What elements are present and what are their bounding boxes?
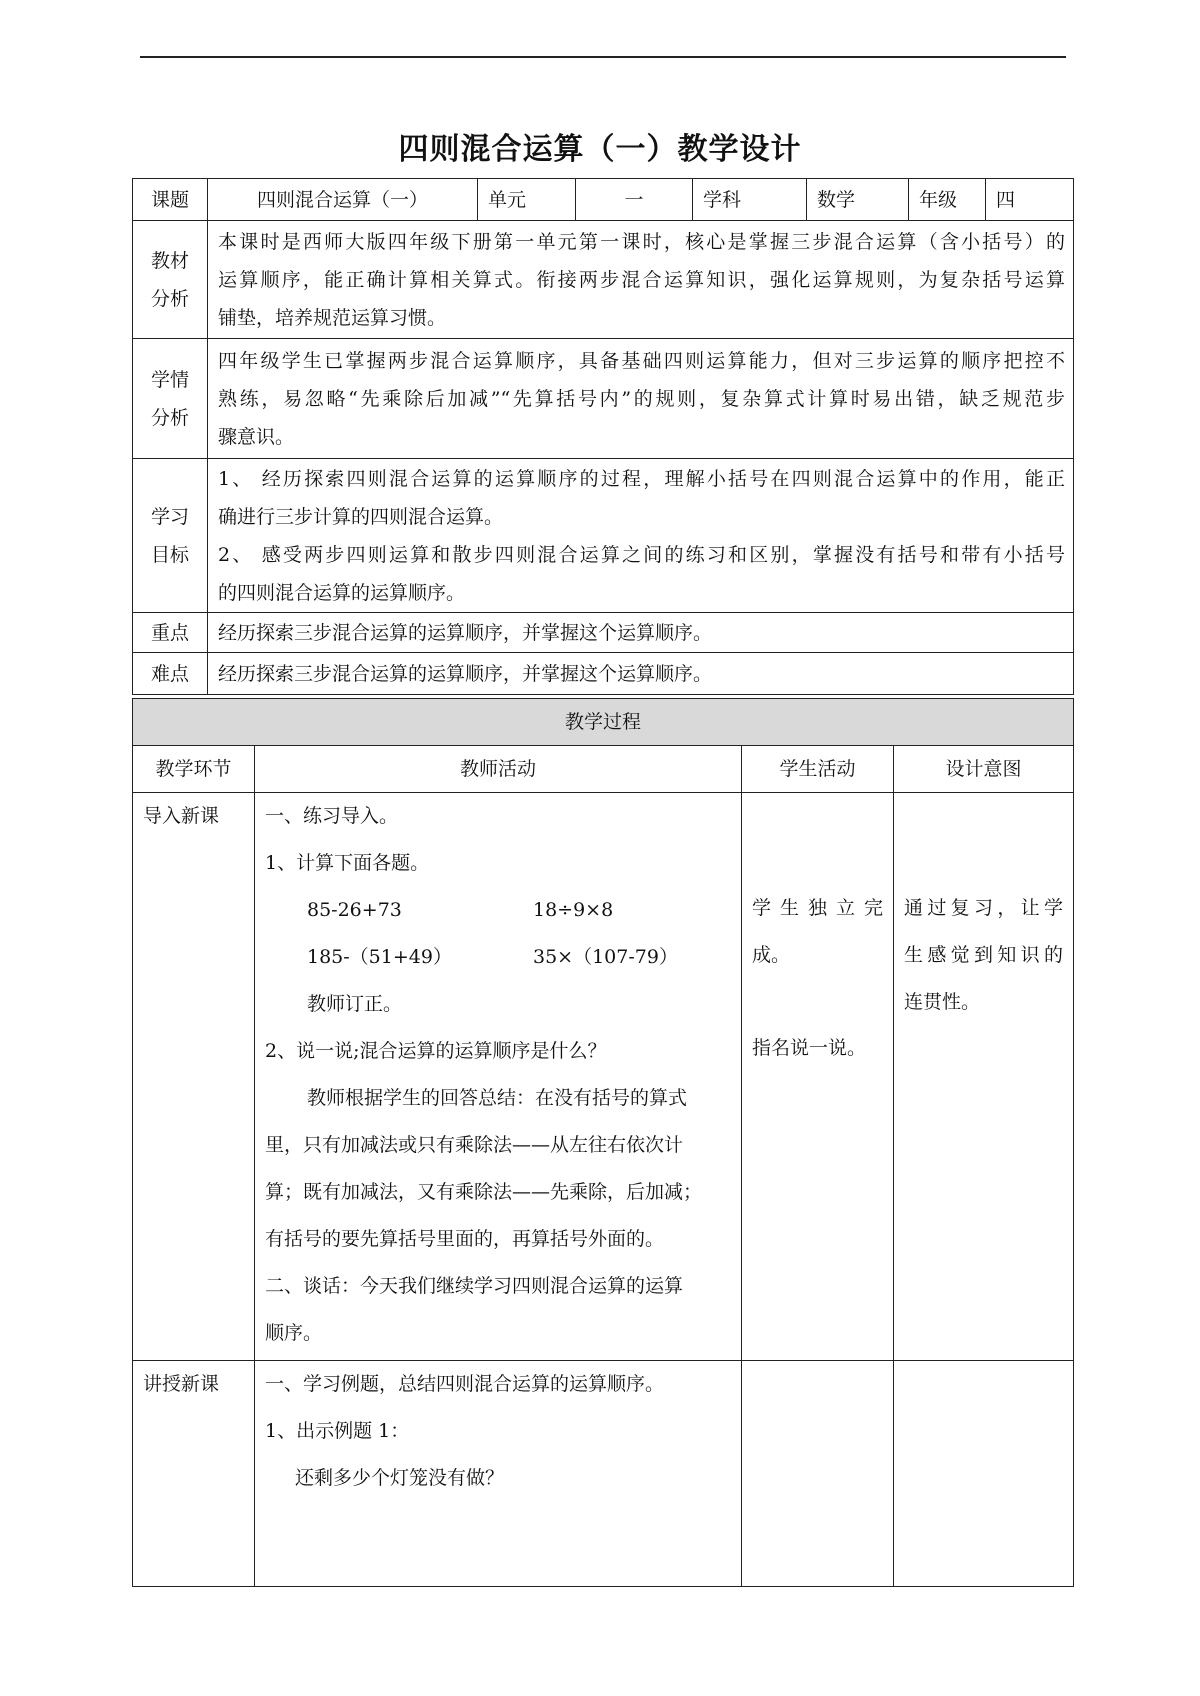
- key-point-value: 经历探索三步混合运算的运算顺序，并掌握这个运算顺序。: [208, 613, 1074, 653]
- grade-value: 四: [986, 179, 1074, 221]
- stage-intro: 导入新课: [133, 793, 255, 1361]
- student-label: 学情 分析: [133, 339, 208, 459]
- grade-label: 年级: [909, 179, 986, 221]
- expression: 18÷9×8: [533, 899, 614, 921]
- header-teacher: 教师活动: [255, 746, 742, 793]
- material-label: 教材 分析: [133, 221, 208, 339]
- document-title: 四则混合运算（一）教学设计: [398, 132, 802, 167]
- design-intent-lesson: [894, 1361, 1074, 1587]
- teacher-activity-intro: 一、练习导入。 1、计算下面各题。 85-26+73 18÷9×8 185-（51+49） 35×（107-79） 教师订正。 2、说一说;混合运算的运算顺序是什么？ 教师根据学生的回答总结：在没有括号的算式 里，只有加减法或只有乘除法——从左往右依次计 算；既有加减法，又有乘除法——先乘除，后加减； 有括号的要先算括号里面的，再算括号外面的。 二、谈话：今天我们继续学习四则混合运算的运算 顺序。: [255, 793, 742, 1361]
- difficulty-value: 经历探索三步混合运算的运算顺序，并掌握这个运算顺序。: [208, 653, 1074, 695]
- expression: 35×（107-79）: [533, 946, 678, 968]
- subject-value: 数学: [807, 179, 909, 221]
- topic-value: 四则混合运算（一）: [208, 179, 478, 221]
- design-intent-intro: 通过复习，让学 生感觉到知识的 连贯性。: [894, 793, 1074, 1361]
- difficulty-label: 难点: [133, 653, 208, 695]
- unit-value: 一: [576, 179, 693, 221]
- student-analysis: 四年级学生已掌握两步混合运算顺序，具备基础四则运算能力，但对三步运算的顺序把控不 熟练，易忽略“先乘除后加减”“先算括号内”的规则，复杂算式计算时易出错，缺乏规范步 骤意识。: [208, 339, 1074, 459]
- header-stage: 教学环节: [133, 746, 255, 793]
- expression: 185-（51+49）: [307, 946, 452, 968]
- process-title: 教学过程: [133, 699, 1074, 746]
- expression: 85-26+73: [307, 899, 402, 921]
- lesson-info-table: [132, 178, 1074, 695]
- learning-goals: 1、 经历探索四则混合运算的运算顺序的过程，理解小括号在四则混合运算中的作用，能正 确进行三步计算的四则混合运算。 2、 感受两步四则运算和散步四则混合运算之间的练习和区别，掌握没有括号和带有小括号 的四则混合运算的运算顺序。: [208, 459, 1074, 613]
- student-activity-lesson: [742, 1361, 894, 1587]
- header-student: 学生活动: [742, 746, 894, 793]
- key-point-label: 重点: [133, 613, 208, 653]
- material-analysis: 本课时是西师大版四年级下册第一单元第一课时，核心是掌握三步混合运算（含小括号）的 运算顺序，能正确计算相关算式。衔接两步混合运算知识，强化运算规则，为复杂括号运算 铺垫，培养规范运算习惯。: [208, 221, 1074, 339]
- header-intent: 设计意图: [894, 746, 1074, 793]
- topic-label: 课题: [133, 179, 208, 221]
- subject-label: 学科: [693, 179, 807, 221]
- stage-lesson: 讲授新课: [133, 1361, 255, 1587]
- teaching-process-table: [132, 698, 1074, 1587]
- teacher-activity-lesson: 一、学习例题，总结四则混合运算的运算顺序。 1、出示例题 1： 还剩多少个灯笼没有做？: [255, 1361, 742, 1587]
- goal-label: 学习 目标: [133, 459, 208, 613]
- unit-label: 单元: [478, 179, 576, 221]
- student-activity-intro: 学生独立完 成。 指名说一说。: [742, 793, 894, 1361]
- header-rule: [140, 56, 1066, 58]
